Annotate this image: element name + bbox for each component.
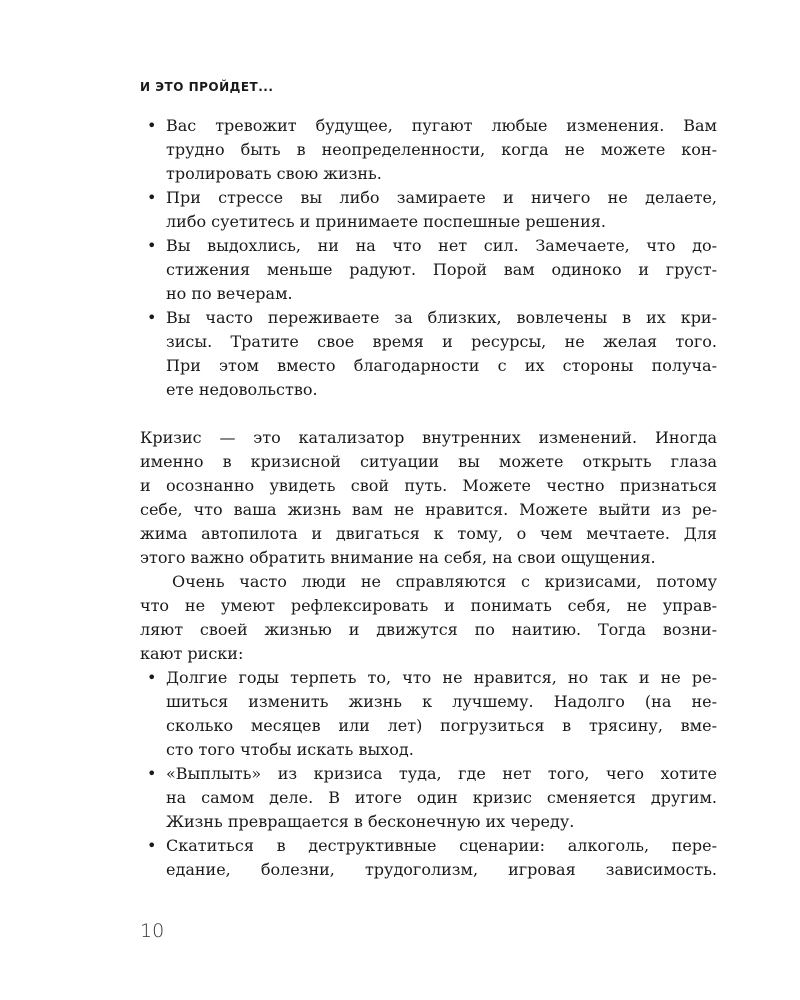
paragraph-line: жима автопилота и двигаться к тому, о чем мечтаете. Для <box>140 524 717 543</box>
list-item-line: • Долгие годы терпеть то, что не нравится, но так и не ре- <box>140 666 717 690</box>
list-item <box>140 306 717 402</box>
page-number: 10 <box>140 920 165 942</box>
list-item <box>140 186 717 234</box>
paragraph-line: себе, что ваша жизнь вам не нравится. Можете выйти из ре- <box>140 500 717 519</box>
list-item-line: тролировать свою жизнь. <box>166 164 382 183</box>
paragraph-crisis <box>140 426 717 570</box>
risk-signs-list <box>140 114 717 402</box>
paragraph-spacer <box>140 402 717 426</box>
list-item-line: на самом деле. В итоге один кризис сменяется другим. <box>166 788 717 807</box>
list-item <box>140 834 717 882</box>
list-item-line: • «Выплыть» из кризиса туда, где нет того, чего хотите <box>140 762 717 786</box>
list-item-line: едание, болезни, трудоголизм, игровая зависимость. <box>166 860 717 879</box>
list-item <box>140 234 717 306</box>
bullet-icon: • <box>147 236 157 255</box>
list-item-line: шиться изменить жизнь к лучшему. Надолго (на не- <box>166 692 717 711</box>
paragraph-line: именно в кризисной ситуации вы можете открыть глаза <box>140 452 717 471</box>
paragraph-line: этого важно обратить внимание на себя, на свои ощущения. <box>140 548 656 567</box>
paragraph-line: Кризис — это катализатор внутренних изменений. Иногда <box>140 428 717 447</box>
bullet-icon: • <box>147 116 157 135</box>
body-text <box>140 114 717 882</box>
paragraph-risks-intro <box>140 570 717 666</box>
paragraph-line: кают риски: <box>140 644 244 663</box>
list-item-line: • Скатиться в деструктивные сценарии: алкоголь, пере- <box>140 834 717 858</box>
paragraph-line: ляют своей жизнью и движутся по наитию. Тогда возни- <box>140 620 717 639</box>
bullet-icon: • <box>147 668 157 687</box>
paragraph-line: Очень часто люди не справляются с кризисами, потому <box>172 572 717 591</box>
paragraph-line: что не умеют рефлексировать и понимать себя, не управ- <box>140 596 717 615</box>
list-item-line: • Вы часто переживаете за близких, вовлечены в их кри- <box>140 306 717 330</box>
list-item-line: ете недовольство. <box>166 380 318 399</box>
list-item-line: • Вы выдохлись, ни на что нет сил. Замечаете, что до- <box>140 234 717 258</box>
list-item-line: Жизнь превращается в бесконечную их череду. <box>166 812 575 831</box>
paragraph-line: и осознанно увидеть свой путь. Можете честно признаться <box>140 476 717 495</box>
list-item-line: но по вечерам. <box>166 284 293 303</box>
list-item-line: стижения меньше радуют. Порой вам одиноко и груст- <box>166 260 717 279</box>
list-item-line: трудно быть в неопределенности, когда не можете кон- <box>166 140 717 159</box>
list-item-line: сто того чтобы искать выход. <box>166 740 414 759</box>
list-item <box>140 666 717 762</box>
list-item-line: • При стрессе вы либо замираете и ничего не делаете, <box>140 186 717 210</box>
list-item-line: сколько месяцев или лет) погрузиться в трясину, вме- <box>166 716 717 735</box>
bullet-icon: • <box>147 764 157 783</box>
list-item-line: либо суетитесь и принимаете поспешные решения. <box>166 212 606 231</box>
bullet-icon: • <box>147 308 157 327</box>
list-item-line: зисы. Тратите свое время и ресурсы, не желая того. <box>166 332 717 351</box>
list-item <box>140 762 717 834</box>
list-item-line: • Вас тревожит будущее, пугают любые изменения. Вам <box>140 114 717 138</box>
bullet-icon: • <box>147 188 157 207</box>
running-head: И ЭТО ПРОЙДЕТ... <box>140 80 274 94</box>
list-item-line: При этом вместо благодарности с их стороны получа- <box>166 356 717 375</box>
bullet-icon: • <box>147 836 157 855</box>
list-item <box>140 114 717 186</box>
risks-list <box>140 666 717 882</box>
